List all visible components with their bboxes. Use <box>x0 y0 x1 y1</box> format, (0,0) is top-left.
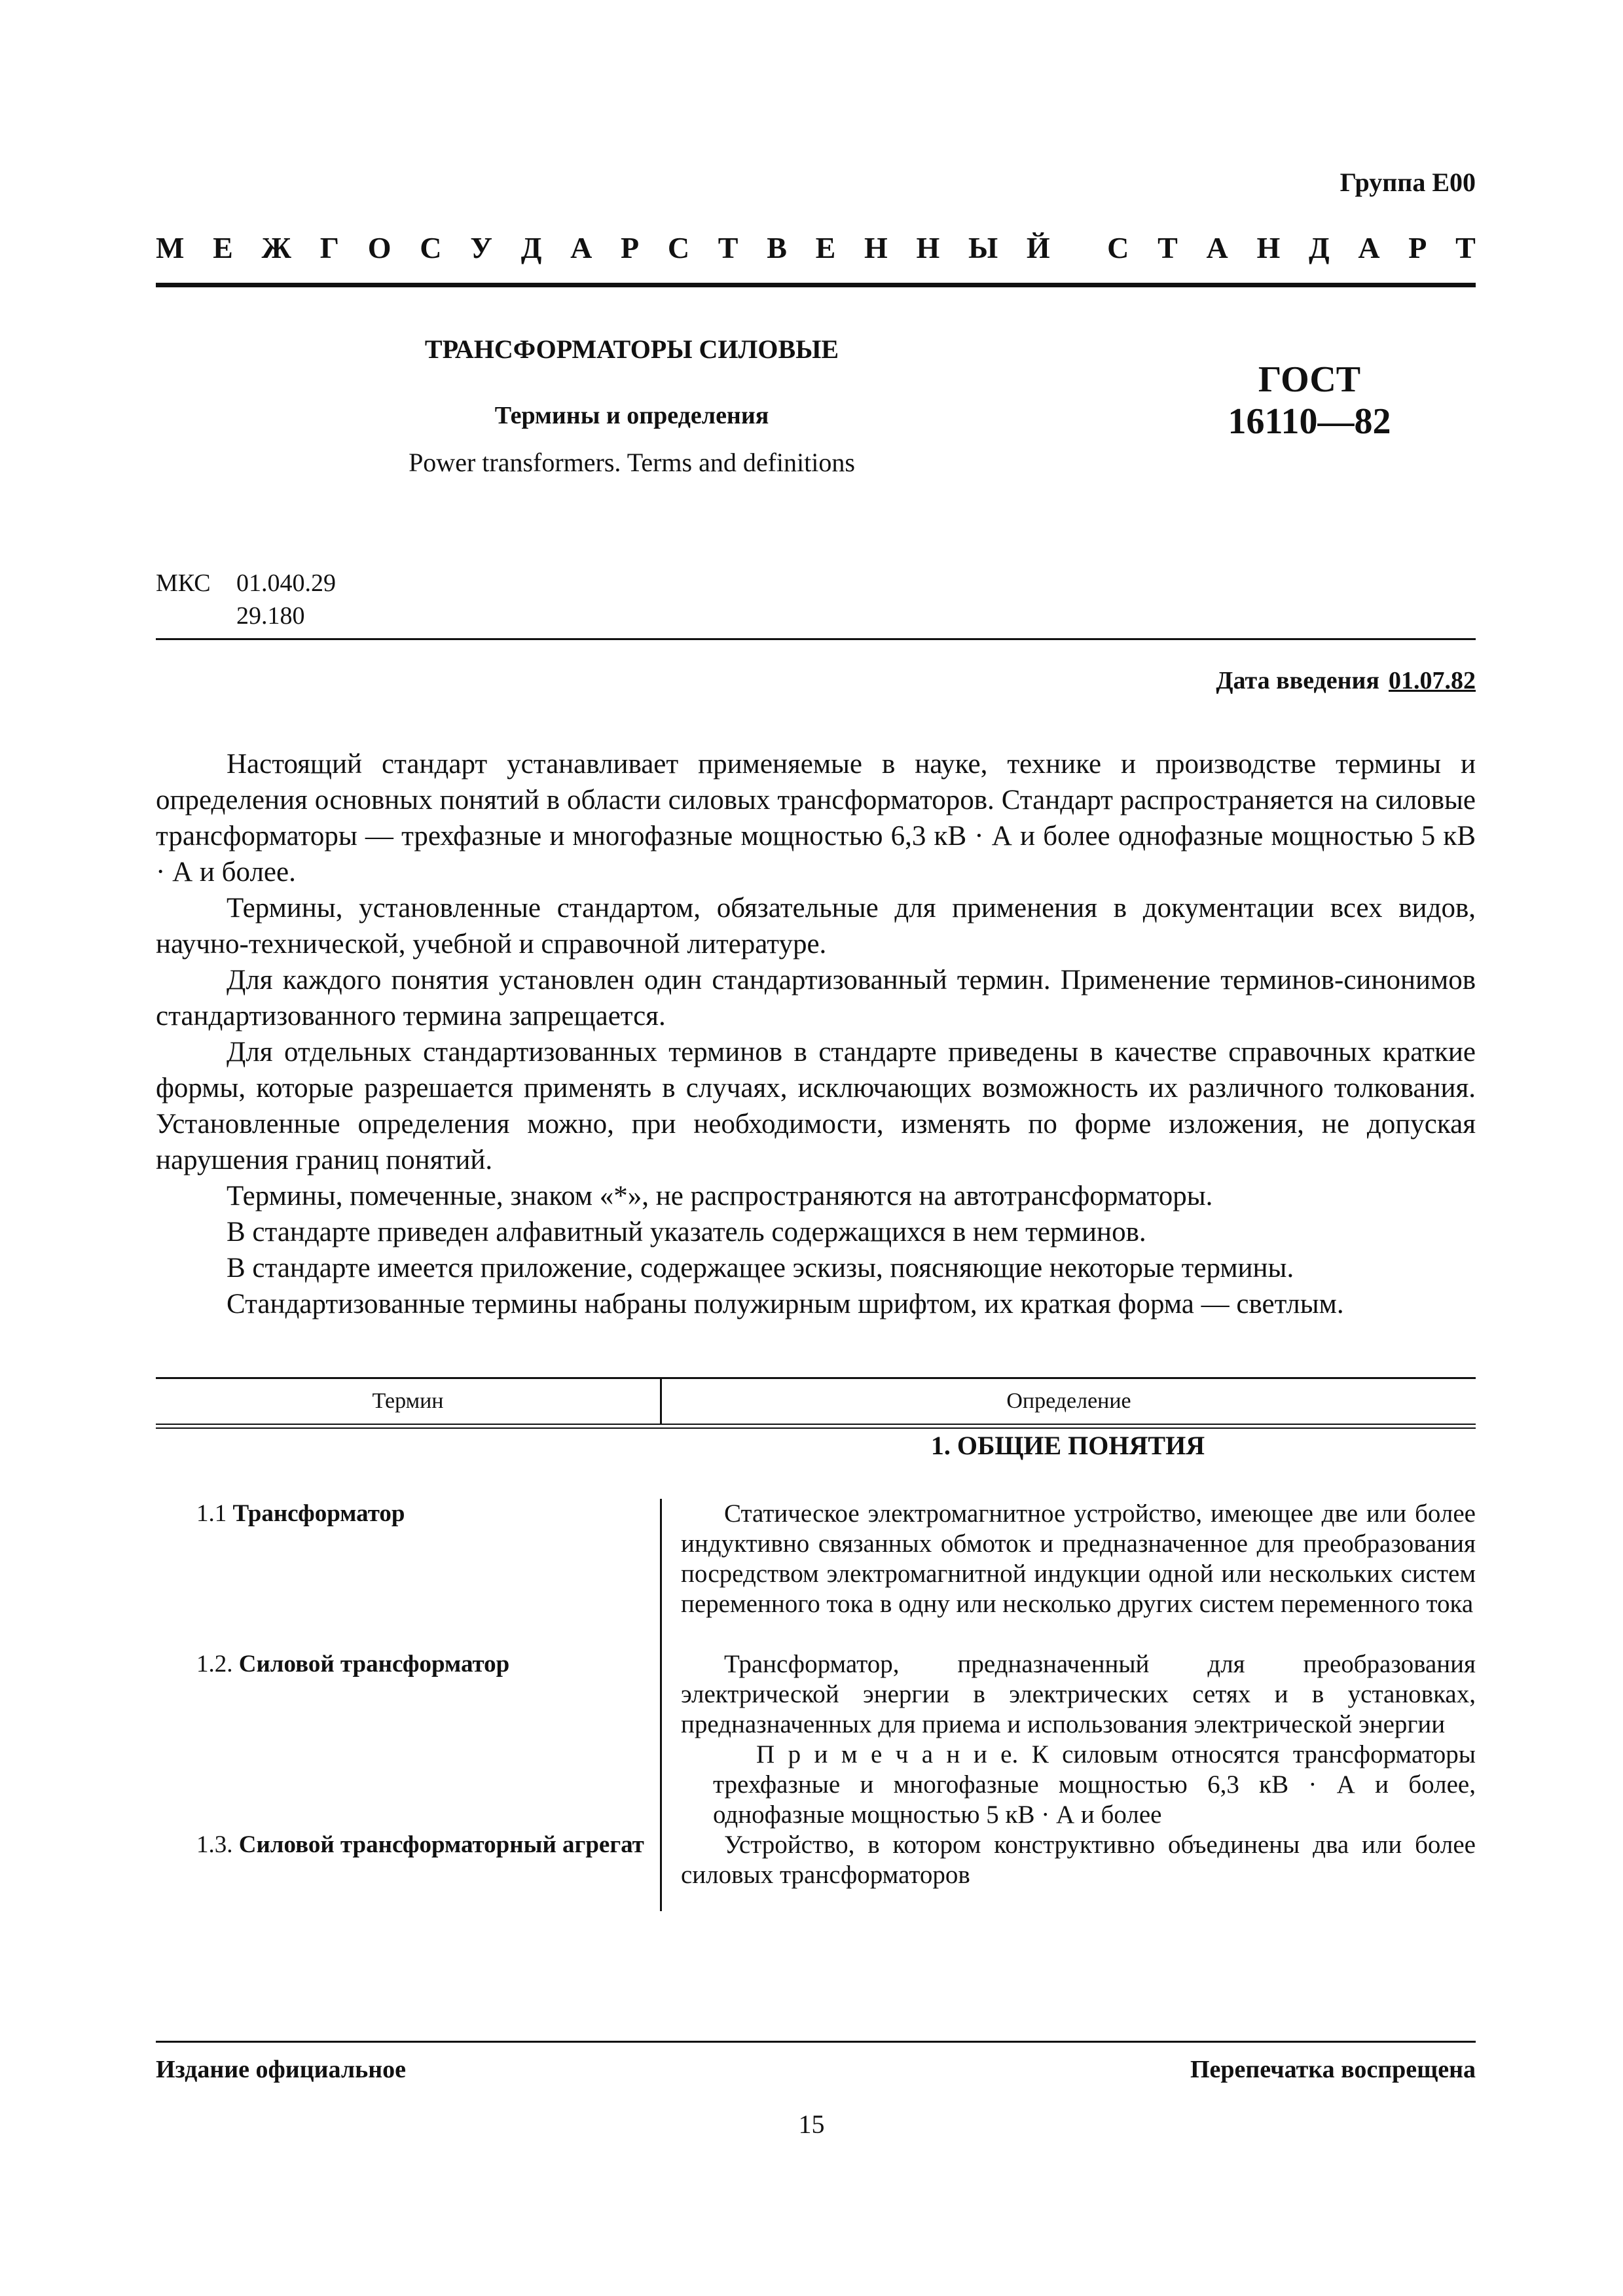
header-column-divider <box>660 1379 662 1424</box>
banner-letter: Д <box>1308 231 1330 264</box>
footer-rule <box>156 2041 1476 2043</box>
definition-text: Статическое электромагнитное устройство, имеющее две или более индуктивно связанных обмоток и предназначенное для преобразования посредством электромагнитной индукции одной или нескольких систем переменного тока в одну или несколько других систем переменного тока <box>681 1499 1476 1618</box>
banner-letter: С <box>420 231 442 264</box>
banner-letter: Т <box>1158 231 1178 264</box>
introduction-date <box>1216 666 1476 695</box>
gost-label: ГОСТ <box>1258 359 1361 400</box>
document-title: ТРАНСФОРМАТОРЫ СИЛОВЫЕ <box>424 334 839 364</box>
document-subtitle: Термины и определения <box>494 402 769 429</box>
english-title: Power transformers. Terms and definitions <box>409 448 855 477</box>
official-edition-note: Издание официальное <box>156 2056 407 2083</box>
banner-letter: Н <box>916 231 940 264</box>
intro-paragraph: Для отдельных стандартизованных терминов в стандарте приведены в качестве справочных краткие формы, которые разрешается применять в случаях, исключающих возможность их различного толкования. Установленные определения можно, при необходимости, изменять по форме изложения, не допуская нарушения границ понятий. <box>156 1037 1476 1175</box>
definition-row-1-3 <box>681 1830 1476 1890</box>
term-number: 1.2. <box>196 1651 233 1677</box>
date-value: 01.07.82 <box>1389 667 1476 694</box>
banner-letter: Р <box>1408 231 1427 264</box>
banner-letter: Е <box>815 231 836 264</box>
note-label: П р и м е ч а н и е. <box>756 1740 1019 1768</box>
gost-designation <box>1139 359 1480 442</box>
intro-paragraph: Настоящий стандарт устанавливает применяемые в науке, технике и производстве термины и определения основных понятий в области силовых трансформаторов. Стандарт распространяется на силовые трансформаторы — трехфазные и многофазные мощностью 6,3 кВ · А и более однофазные мощностью 5 кВ · А и более. <box>156 749 1476 888</box>
banner-letter: Т <box>718 231 739 264</box>
body-column-divider <box>660 1499 662 1911</box>
banner-letter: Ы <box>968 231 998 264</box>
banner-letter: О <box>367 231 392 264</box>
column-header-term: Термин <box>372 1389 444 1413</box>
mks-codes <box>156 567 336 632</box>
term-number: 1.1 <box>196 1500 227 1527</box>
intro-text <box>156 746 1476 1322</box>
mks-code: 01.040.29 <box>236 569 336 597</box>
banner-letter: Р <box>621 231 640 264</box>
intro-paragraph: Стандартизованные термины набраны полужирным шрифтом, их краткая форма — светлым. <box>227 1289 1344 1319</box>
banner-letter: Г <box>319 231 340 264</box>
definition-text: Устройство, в котором конструктивно объединены два или более силовых трансформаторов <box>681 1831 1476 1889</box>
mks-code: 29.180 <box>236 602 305 630</box>
definition-note <box>713 1740 1476 1830</box>
definition-text: Трансформатор, предназначенный для преобразования электрической энергии в электрических сетях и в установках, предназначенных для приема и использования электрической энергии <box>681 1650 1476 1738</box>
intro-paragraph: Для каждого понятия установлен один стандартизованный термин. Применение терминов-синонимов стандартизованного термина запрещается. <box>156 965 1476 1031</box>
banner-letter: У <box>470 231 492 264</box>
table-header-rule <box>156 1427 1476 1429</box>
banner-letter: С <box>1107 231 1129 264</box>
banner-letter: А <box>1206 231 1228 264</box>
table-header-rule <box>156 1424 1476 1425</box>
gost-number: 16110—82 <box>1228 401 1391 442</box>
banner-letter: А <box>1358 231 1380 264</box>
group-code: Группа Е00 <box>1340 168 1476 197</box>
section-title: 1. ОБЩИЕ ПОНЯТИЯ <box>930 1431 1205 1460</box>
definition-row-1-2 <box>681 1649 1476 1740</box>
intro-paragraph: Термины, помеченные, знаком «*», не распространяются на автотрансформаторы. <box>227 1181 1213 1211</box>
definition-row-1-1 <box>681 1499 1476 1619</box>
banner-letter: Н <box>1256 231 1281 264</box>
reprint-prohibited-note: Перепечатка воспрещена <box>1190 2056 1476 2083</box>
mks-label: МКС <box>156 569 211 597</box>
banner-letter: М <box>156 231 185 264</box>
header-rule <box>156 283 1476 287</box>
intro-paragraph: В стандарте имеется приложение, содержащее эскизы, поясняющие некоторые термины. <box>227 1253 1294 1283</box>
term-row-1-3 <box>156 1830 653 1860</box>
banner-letter: Д <box>520 231 542 264</box>
banner-letter: Е <box>213 231 233 264</box>
banner-letter: А <box>570 231 593 264</box>
column-header-definition: Определение <box>1006 1389 1131 1413</box>
intro-paragraph: В стандарте приведен алфавитный указатель содержащихся в нем терминов. <box>227 1217 1146 1247</box>
standard-banner <box>156 230 1476 265</box>
term-text: Силовой трансформаторный агрегат <box>238 1831 644 1858</box>
date-label: Дата введения <box>1216 667 1379 694</box>
term-row-1-2 <box>196 1649 655 1679</box>
page-number: 15 <box>798 2109 825 2139</box>
banner-letter: Н <box>864 231 888 264</box>
banner-letter: С <box>667 231 690 264</box>
note-text: К силовым относятся трансформаторы трехфазные и многофазные мощностью 6,3 кВ · А и более, однофазные мощностью 5 кВ · А и более <box>713 1740 1476 1829</box>
term-text: Силовой трансформатор <box>238 1651 510 1677</box>
mks-rule <box>156 638 1476 640</box>
term-text: Трансформатор <box>232 1500 405 1527</box>
intro-paragraph: Термины, установленные стандартом, обязательные для применения в документации всех видов, научно-технической, учебной и справочной литературе. <box>156 893 1476 960</box>
banner-letter: Ж <box>261 231 292 264</box>
banner-letter: Т <box>1455 231 1476 264</box>
banner-letter: В <box>767 231 787 264</box>
term-row-1-1 <box>196 1499 655 1529</box>
banner-letter: Й <box>1026 231 1050 264</box>
term-number: 1.3. <box>196 1831 233 1858</box>
